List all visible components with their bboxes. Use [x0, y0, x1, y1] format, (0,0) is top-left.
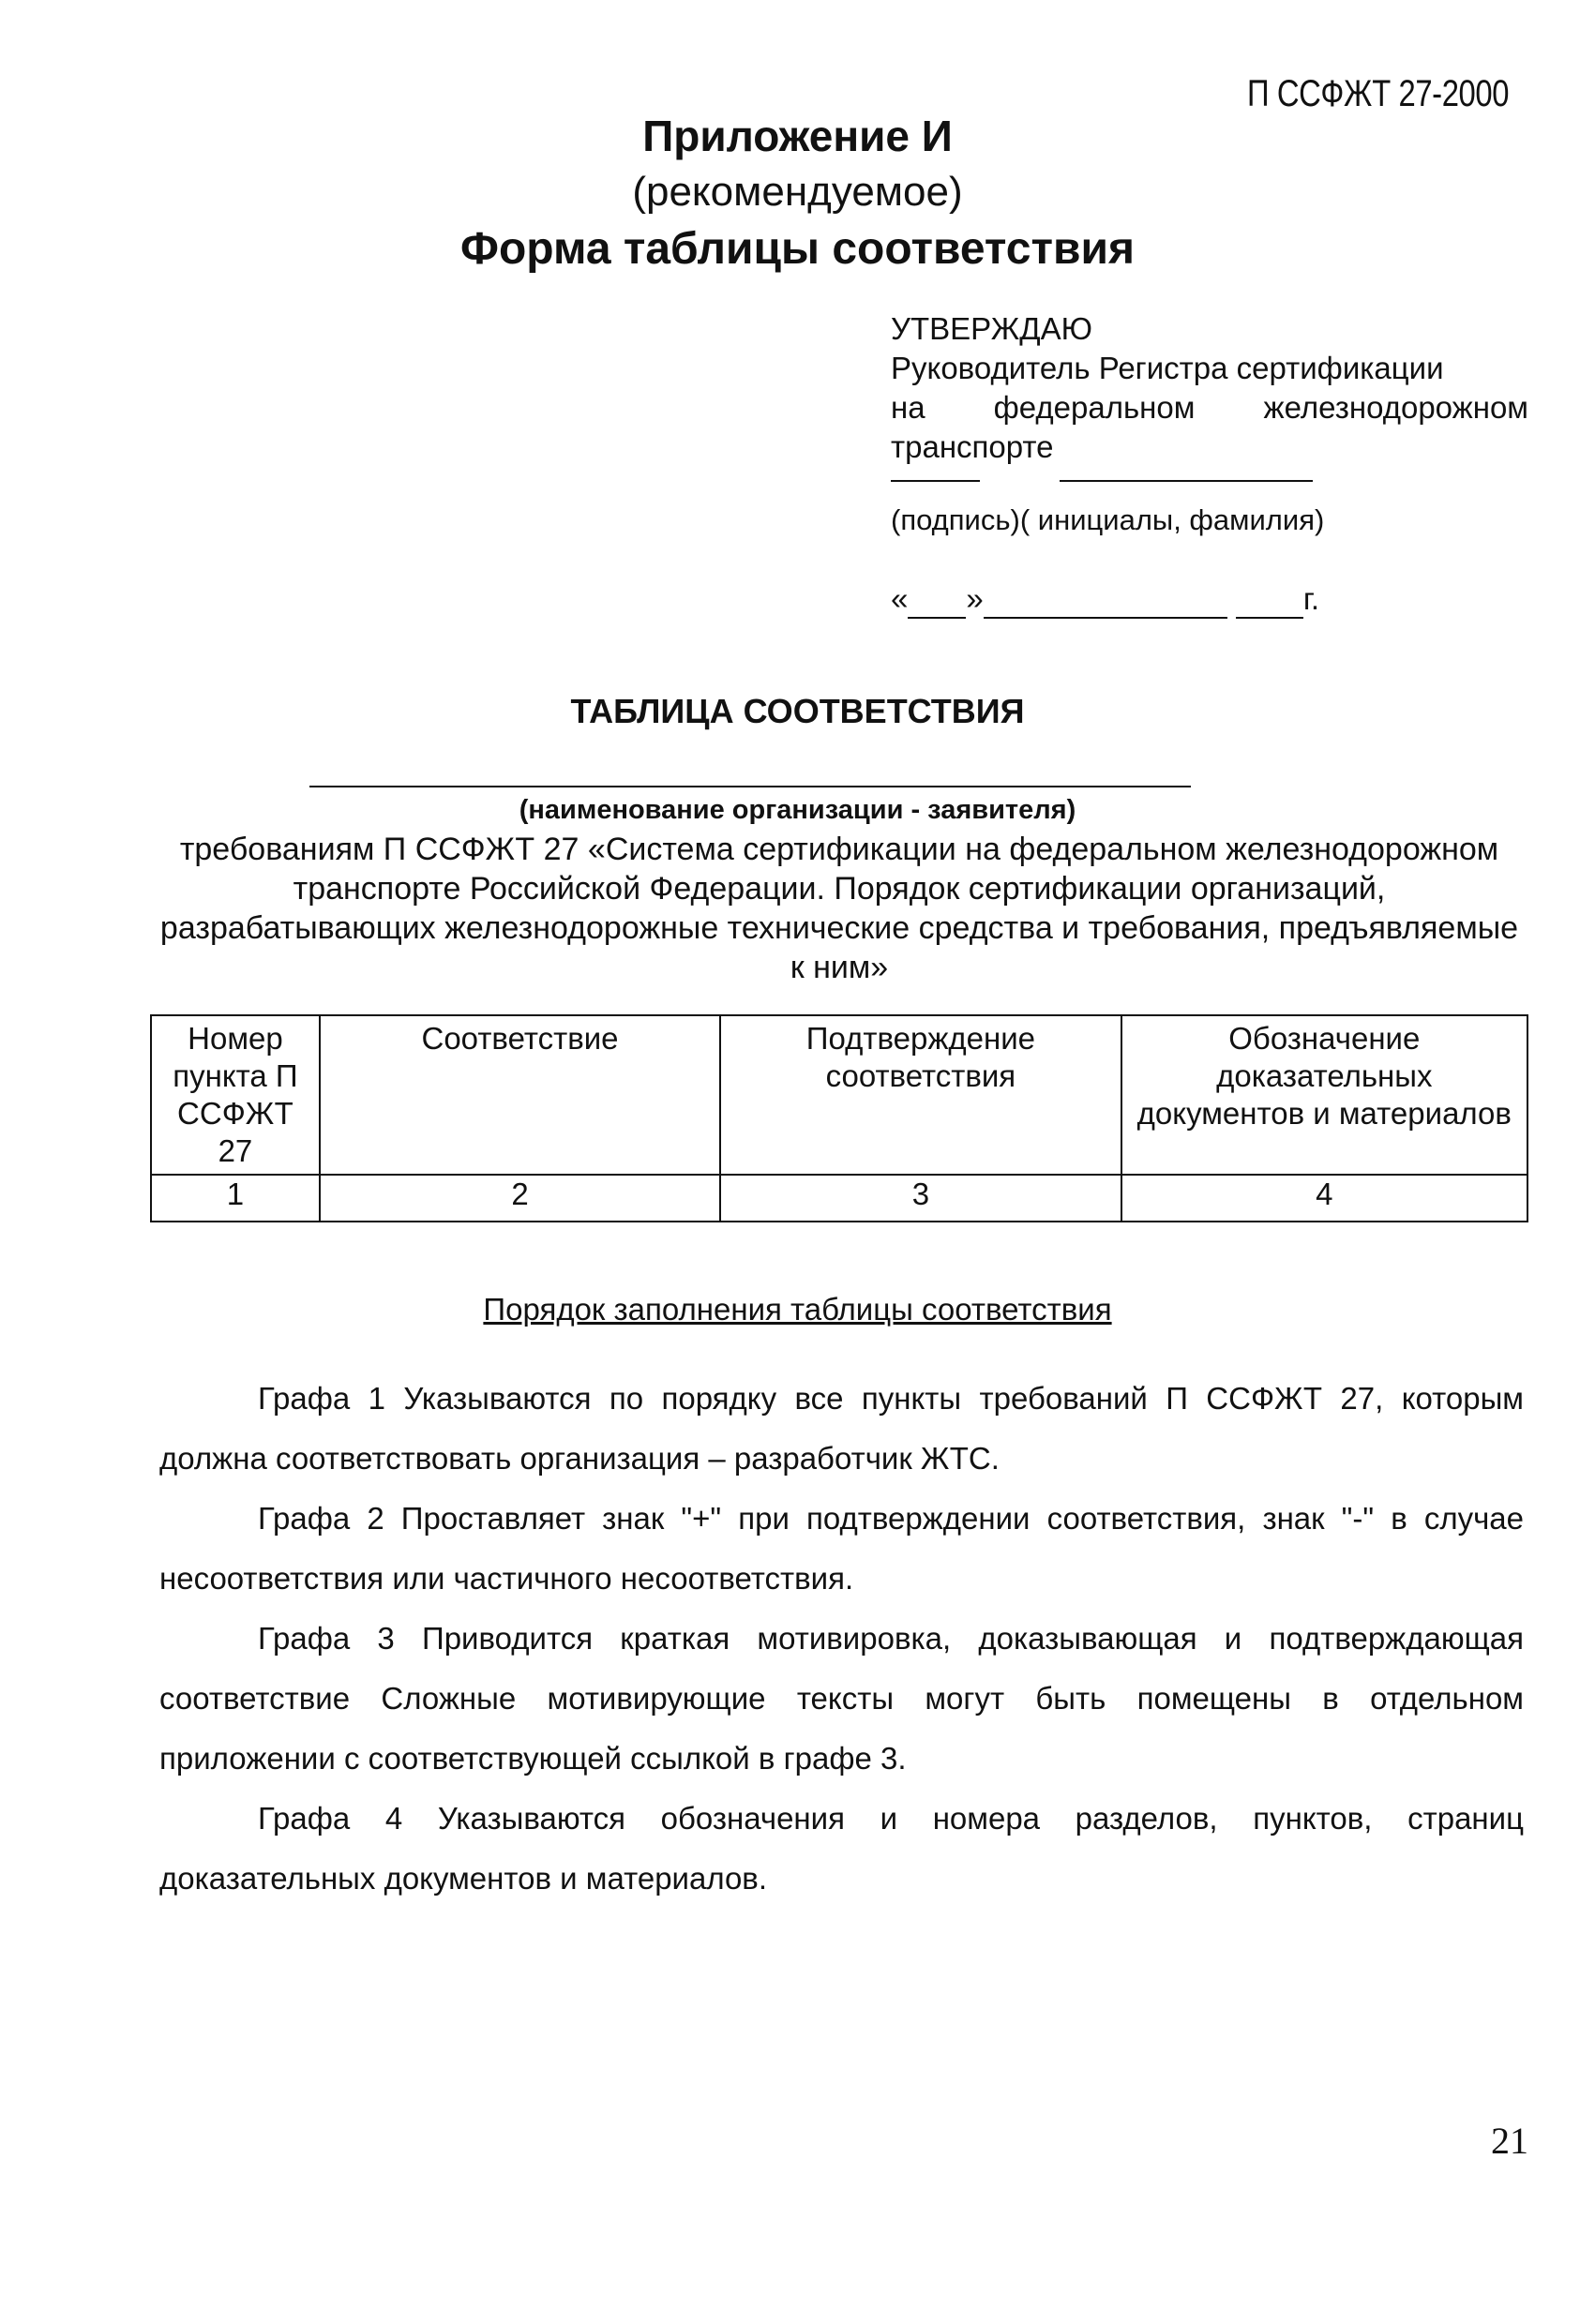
date-month-blank: [984, 589, 1227, 619]
requirements-text: требованиям П ССФЖТ 27 «Система сертификации на федеральном железнодорожном транспорте Российской Федерации. Порядок сертификации организаций, разрабатывающих железнодорожные технические средства и требования, предъявляемые к ним»: [159, 832, 1519, 985]
instructions-body: [159, 1369, 1524, 1909]
instruction-paragraph-3: Графа 3 Приводится краткая мотивировка, доказывающая и подтверждающая соответствие Сложные мотивирующие тексты могут быть помещены в отдельном приложении с соответствующей ссылкой в графе 3.: [159, 1621, 1524, 1776]
page-number: 21: [1491, 2120, 1528, 2162]
form-title: Форма таблицы соответствия: [459, 224, 1136, 274]
date-day-blank: [908, 589, 966, 619]
instruction-paragraph-2: Графа 2 Проставляет знак "+" при подтверждении соответствия, знак "-" в случае несоответствия или частичного несоответствия.: [159, 1501, 1524, 1596]
name-line: [1060, 480, 1313, 482]
date-year-suffix: г.: [1302, 581, 1320, 616]
table-heading: ТАБЛИЦА СООТВЕТСТВИЯ: [570, 692, 1025, 730]
conformity-table: [150, 1014, 1528, 1222]
organization-name-line: [309, 786, 1191, 787]
signature-caption: (подпись)( инициалы, фамилия): [891, 503, 1325, 536]
header-cell-evidence-documents: Обозначение доказательных документов и материалов: [1121, 1015, 1527, 1175]
instruction-paragraph-1: Графа 1 Указываются по порядку все пункты требований П ССФЖТ 27, которым должна соответствовать организация – разработчик ЖТС.: [159, 1381, 1524, 1476]
column-number-3: 3: [720, 1175, 1121, 1222]
appendix-title: Приложение И: [642, 112, 953, 160]
date-year-blank: [1236, 589, 1303, 619]
instructions-title: Порядок заполнения таблицы соответствия: [483, 1292, 1112, 1327]
approval-line-3: транспорте: [891, 429, 1054, 464]
approval-block: [891, 309, 1528, 617]
table-header-row: [151, 1015, 1527, 1175]
column-number-1: 1: [151, 1175, 320, 1222]
approval-line-2: на федеральном железнодорожном: [891, 390, 1528, 425]
document-code: П ССФЖТ 27-2000: [1247, 73, 1510, 114]
header-cell-confirmation: Подтверждение соответствия: [720, 1015, 1121, 1175]
column-number-4: 4: [1121, 1175, 1527, 1222]
appendix-subtitle: (рекомендуемое): [632, 169, 963, 215]
approval-heading: УТВЕРЖДАЮ: [891, 311, 1092, 346]
date-close-quote: »: [966, 581, 984, 616]
column-number-2: 2: [320, 1175, 720, 1222]
organization-caption: (наименование организации - заявителя): [519, 795, 1076, 825]
table-number-row: [151, 1175, 1527, 1222]
date-line: [891, 579, 1528, 617]
approval-line-1: Руководитель Регистра сертификации: [891, 351, 1444, 385]
header-cell-conformity: Соответствие: [320, 1015, 720, 1175]
signature-line: [891, 480, 980, 482]
signature-lines: [891, 467, 1528, 495]
header-cell-item-number: Номер пункта П ССФЖТ 27: [151, 1015, 320, 1175]
date-open-quote: «: [891, 581, 909, 616]
instruction-paragraph-4: Графа 4 Указываются обозначения и номера разделов, пунктов, страниц доказательных документов и материалов.: [159, 1801, 1524, 1896]
